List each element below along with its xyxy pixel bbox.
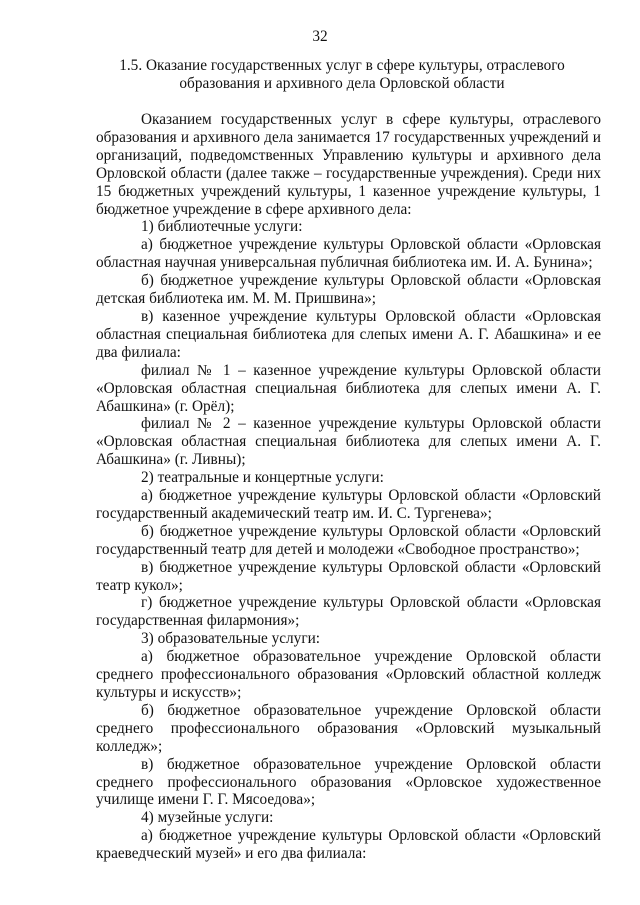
paragraph: б) бюджетное образовательное учреждение Орловской области среднего профессионального образования «Орловский музыкальный колледж»; — [96, 701, 601, 755]
paragraph: а) бюджетное учреждение культуры Орловской области «Орловская областная научная универсальная публичная библиотека им. И. А. Бунина»; — [96, 236, 601, 272]
paragraph: в) казенное учреждение культуры Орловской области «Орловская областная специальная библиотека для слепых имени А. Г. Абашкина» и ее два филиала: — [96, 307, 601, 361]
paragraph: г) бюджетное учреждение культуры Орловской области «Орловская государственная филармония»; — [96, 594, 601, 630]
section-heading: 1.5. Оказание государственных услуг в сфере культуры, отраслевого образования и архивного дела Орловской области — [119, 57, 565, 92]
paragraph: 2) театральные и концертные услуги: — [141, 469, 384, 487]
paragraph: в) бюджетное образовательное учреждение Орловской области среднего профессионального образования «Орловское художественное училище имени Г. Г. Мясоедова»; — [96, 755, 601, 809]
paragraph: 4) музейные услуги: — [141, 809, 274, 827]
paragraph: Оказанием государственных услуг в сфере культуры, отраслевого образования и архивного дела занимается 17 государственных учреждений и организаций, подведомственных Управлению культуры и архивного дела Орловской области (далее также – государственные учреждения). Среди них 15 бюджетных учреждений культуры, 1 казенное учреждение культуры, 1 бюджетное учреждение в сфере архивного дела: — [96, 111, 601, 218]
paragraph: б) бюджетное учреждение культуры Орловской области «Орловская детская библиотека им. М. М. Пришвина»; — [96, 272, 601, 308]
paragraph: филиал № 1 – казенное учреждение культуры Орловской области «Орловская областная специальная библиотека для слепых имени А. Г. Абашкина» (г. Орёл); — [96, 361, 601, 415]
paragraph: 3) образовательные услуги: — [141, 630, 321, 648]
paragraph: филиал № 2 – казенное учреждение культуры Орловской области «Орловская областная специальная библиотека для слепых имени А. Г. Абашкина» (г. Ливны); — [96, 415, 601, 469]
page-number: 32 — [312, 28, 328, 45]
document-body — [96, 111, 601, 863]
paragraph: а) бюджетное образовательное учреждение Орловской области среднего профессионального образования «Орловский областной колледж культуры и искусств»; — [96, 648, 601, 701]
paragraph: в) бюджетное учреждение культуры Орловской области «Орловский театр кукол»; — [96, 558, 601, 594]
paragraph: 1) библиотечные услуги: — [141, 218, 303, 236]
paragraph: а) бюджетное учреждение культуры Орловской области «Орловский краеведческий музей» и его два филиала: — [96, 827, 601, 863]
paragraph: а) бюджетное учреждение культуры Орловской области «Орловский государственный академический театр им. И. С. Тургенева»; — [96, 487, 601, 522]
paragraph: б) бюджетное учреждение культуры Орловской области «Орловский государственный театр для детей и молодежи «Свободное пространство»; — [96, 522, 601, 558]
